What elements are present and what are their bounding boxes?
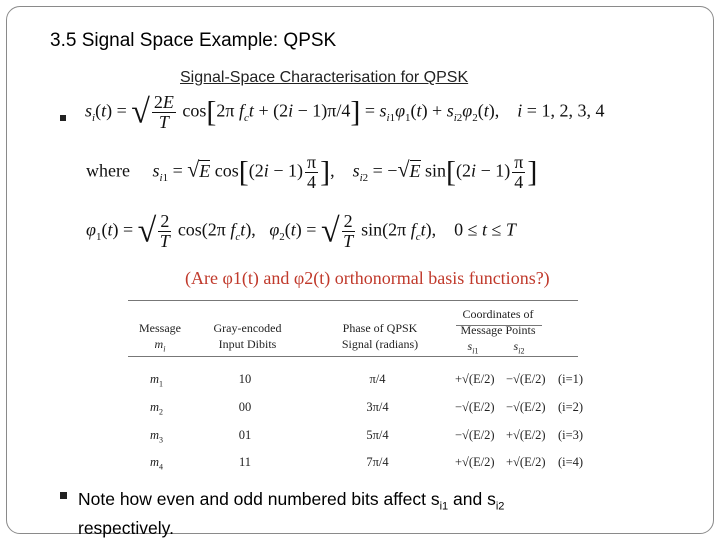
cell-phase: 3π/4 xyxy=(366,400,389,414)
header-si1: $s_{i1}$ xyxy=(467,339,479,356)
cell-si1: −√(E/2) xyxy=(455,428,495,442)
cell-dibit: 10 xyxy=(238,372,252,386)
cell-message: $m_3$ xyxy=(150,428,164,445)
cell-dibit: 00 xyxy=(238,400,252,414)
cell-message: $m_2$ xyxy=(150,400,164,417)
signal-equation: $s_i(t)$ = √ $\frac{2E}{T}$ cos[2π $f_ct + (2i - 1)\pi/4] = s_{i1}\varphi_1(t) + s_{i2}\varphi_2(t)$, i = 1, 2, 3, 4 xyxy=(85,92,605,132)
bullet-icon xyxy=(60,115,66,121)
cell-dibit: 11 xyxy=(238,455,252,469)
note-text: Note how even and odd numbered bits affect $s_{i1}$ and $s_{i2}$ respectively. xyxy=(78,489,505,538)
cell-phase: π/4 xyxy=(369,372,386,386)
cell-si1: +√(E/2) xyxy=(455,372,495,386)
cell-index: (i=2) xyxy=(558,400,584,414)
cell-si1: +√(E/2) xyxy=(455,455,495,469)
cell-si1: −√(E/2) xyxy=(455,400,495,414)
header-si2: $s_{i2}$ xyxy=(513,339,525,356)
cell-si2: +√(E/2) xyxy=(506,428,546,442)
header-message: Message $m_i$ xyxy=(139,321,181,354)
cell-index: (i=1) xyxy=(558,372,584,386)
cell-message: $m_4$ xyxy=(150,455,164,472)
cell-index: (i=4) xyxy=(558,455,584,469)
cell-si2: −√(E/2) xyxy=(506,400,546,414)
section-subtitle: Signal-Space Characterisation for QPSK xyxy=(180,69,469,86)
basis-equation: $\varphi_1(t)$ = √ $\frac{2}{T}$ cos(2π $f_ct$), $\varphi_2(t)$ = √ $\frac{2}{T}$ sin(2π $f_ct$), 0 ≤ t ≤ T xyxy=(86,211,516,251)
cell-si2: +√(E/2) xyxy=(506,455,546,469)
page-title: 3.5 Signal Space Example: QPSK xyxy=(50,30,337,51)
cell-dibit: 01 xyxy=(238,428,252,442)
header-phase: Phase of QPSK Signal (radians) xyxy=(341,321,419,352)
cell-si2: −√(E/2) xyxy=(506,372,546,386)
header-dibits: Gray-encoded Input Dibits xyxy=(213,321,282,352)
cell-index: (i=3) xyxy=(558,428,584,442)
cell-message: $m_1$ xyxy=(150,372,164,389)
where-label: where xyxy=(86,160,130,181)
cell-phase: 5π/4 xyxy=(366,428,389,442)
cell-phase: 7π/4 xyxy=(366,455,389,469)
header-coords: Coordinates of Message Points xyxy=(460,307,536,338)
table-top-rule xyxy=(128,300,578,301)
orthonormal-question: (Are φ1(t) and φ2(t) orthonormal basis functions?) xyxy=(185,268,550,288)
coords-equation: where $s_{i1} = √E$ cos[(2i − 1) $\frac{\pi}{4}$ ], $s_{i2} = -√E$ sin[(2i − 1) $\frac{\pi}{4}$ ] xyxy=(86,152,538,192)
